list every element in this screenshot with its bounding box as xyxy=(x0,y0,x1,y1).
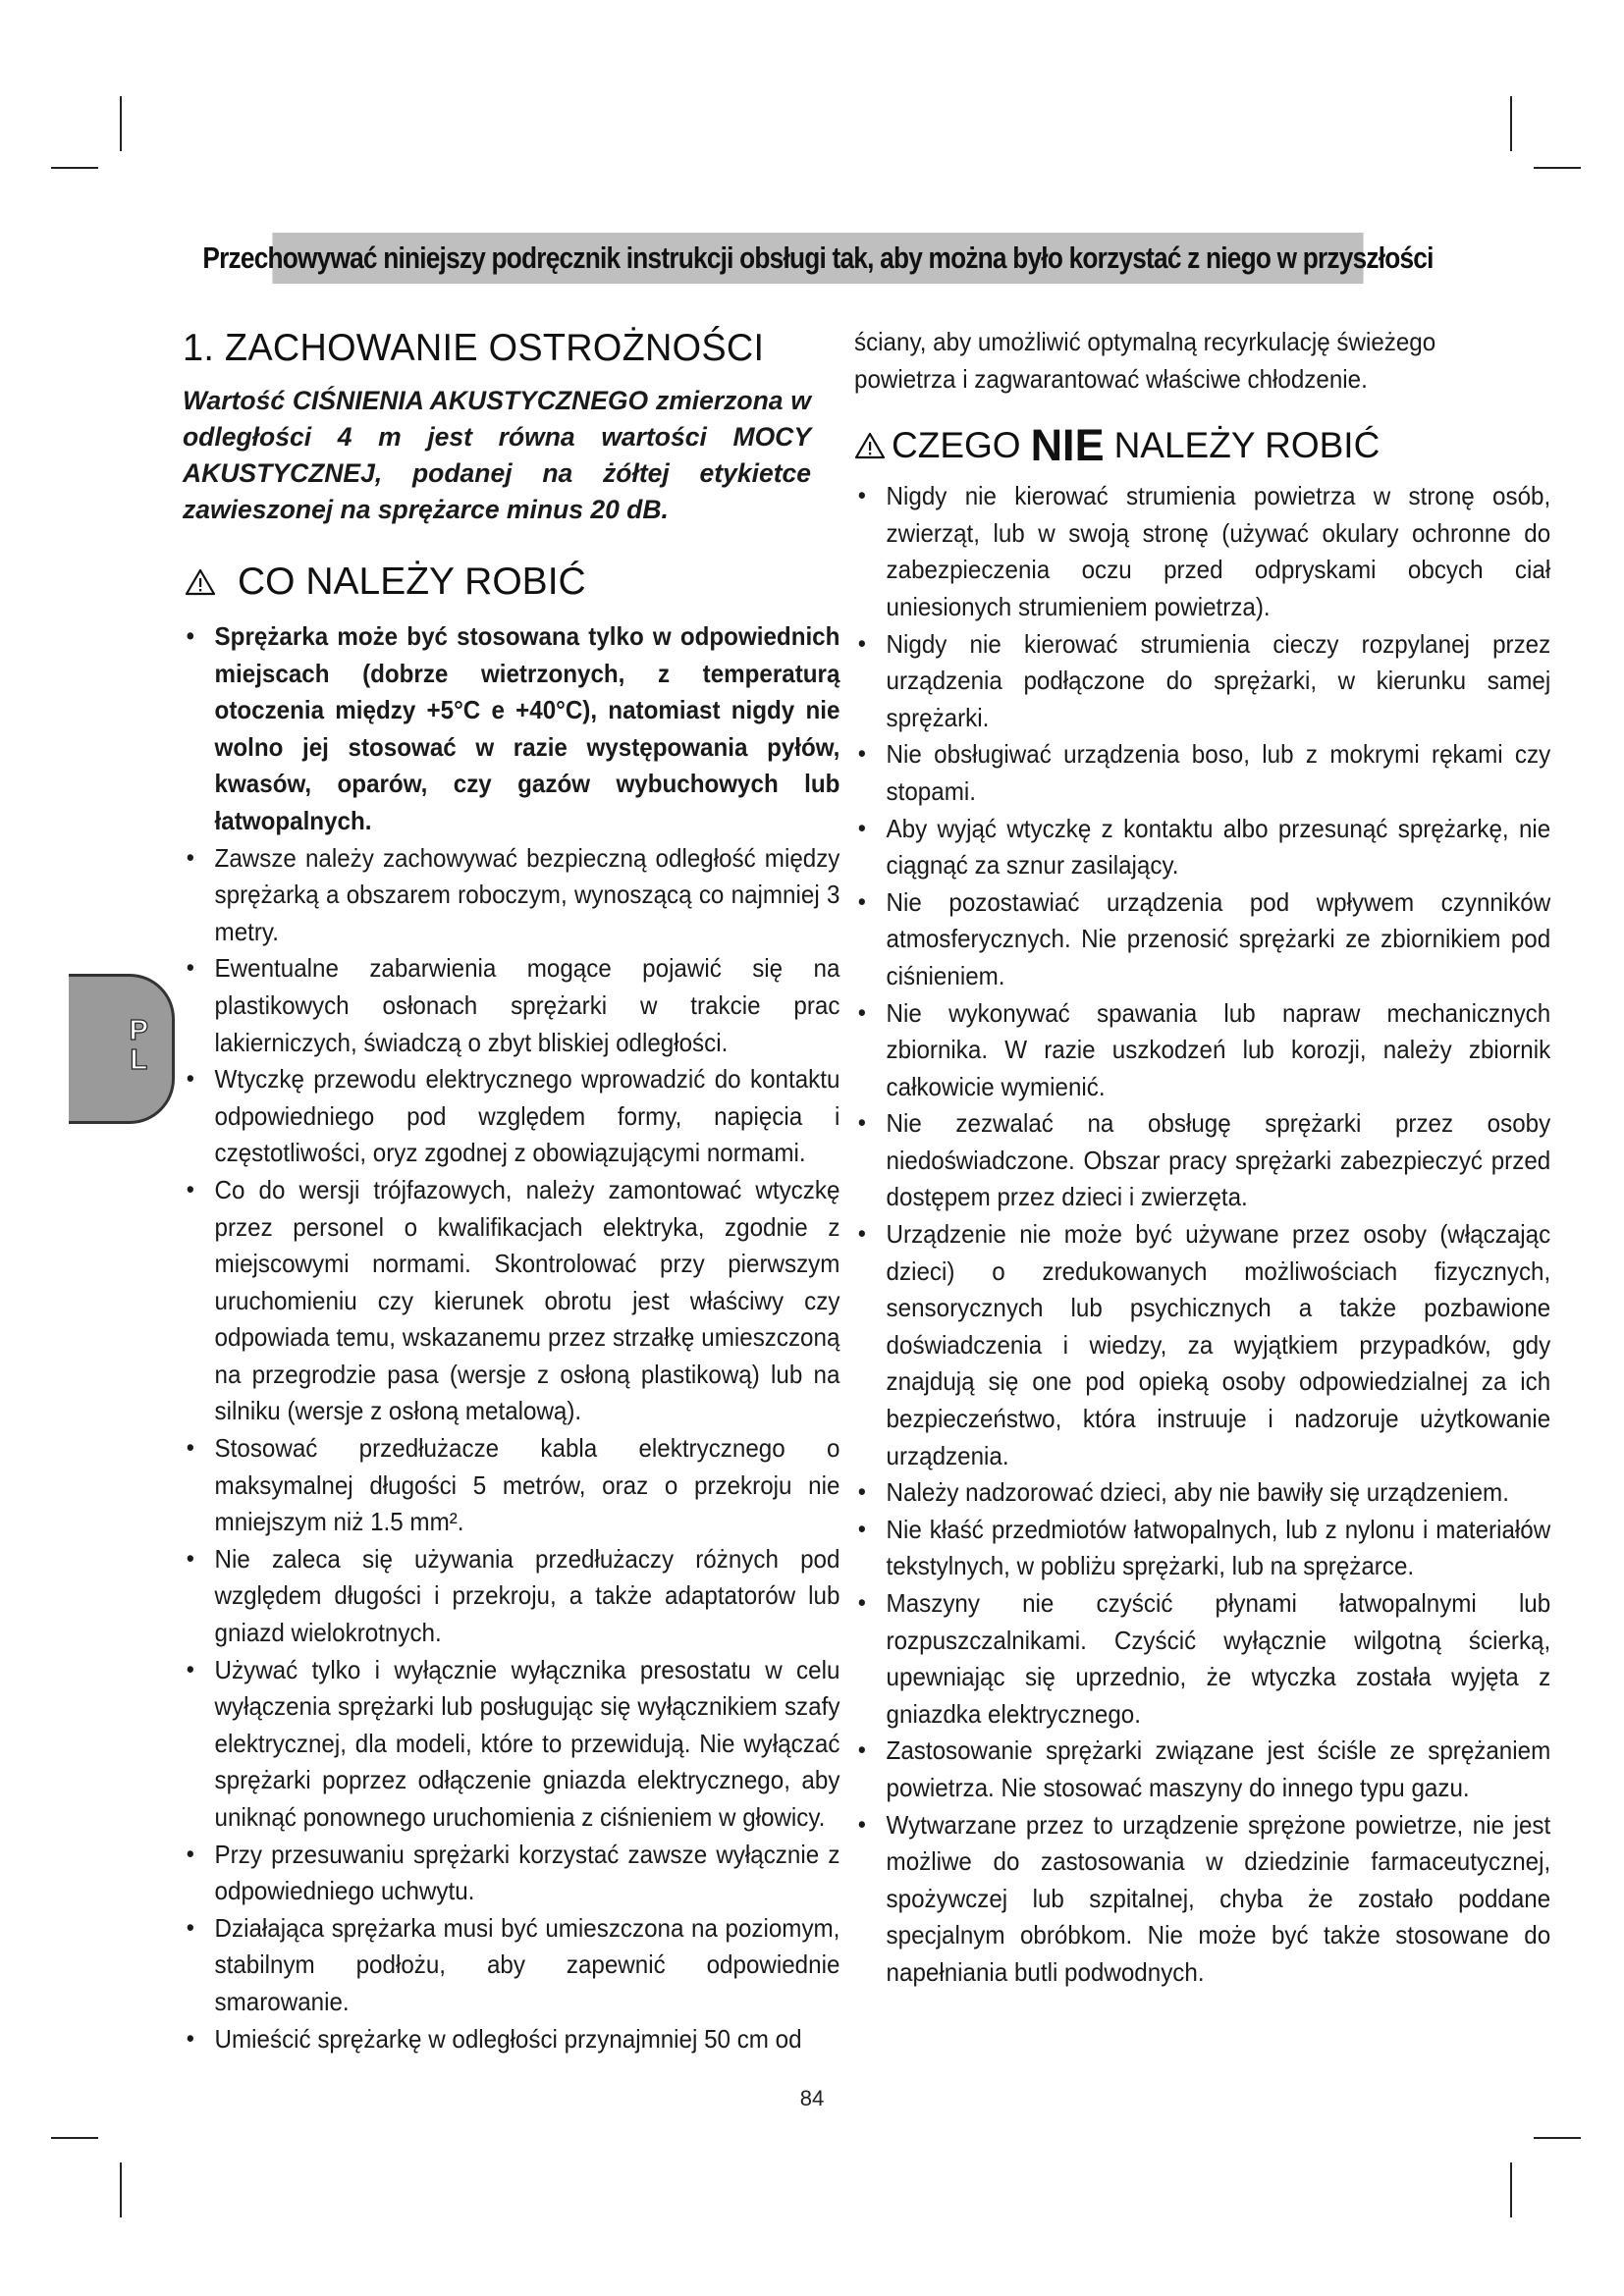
dont-list-item: • Zastosowanie sprężarki związane jest ściśle ze sprężaniem powietrza. Nie stosować maszyny do innego typu gazu. xyxy=(854,1733,1550,1806)
do-list-item: • Co do wersji trójfazowych, należy zamontować wtyczkę przez personel o kwalifikacjach elektryka, zgodnie z miejscowymi normami. Skontrolować przy pierwszym uruchomieniu czy kierunek obrotu jest właściwy czy odpowiada temu, wskazanemu przez strzałkę umieszczoną na przegrodzie pasa (wersje z osłoną plastikową) lub na silniku (wersje z osłoną metalową). xyxy=(183,1172,839,1430)
crop-mark xyxy=(1510,96,1512,151)
do-list-item: • Zawsze należy zachowywać bezpieczną odległość między sprężarką a obszarem roboczym, wynoszącą co najmniej 3 metry. xyxy=(183,840,839,951)
dont-list-item: • Maszyny nie czyścić płynami łatwopalnymi lub rozpuszczalnikami. Czyścić wyłącznie wilgotną ścierką, upewniając się uprzednio, że wtyczka została wyjęta z gniazdka elektrycznego. xyxy=(854,1585,1550,1733)
page-number: 84 xyxy=(799,2086,825,2110)
acoustic-intro: Wartość CIŚNIENIA AKUSTYCZNEGO zmierzona w odległości 4 m jest równa wartości MOCY AKUSTYCZNEJ, podanej na żółtej etykietce zawieszonej na sprężarce minus 20 dB. xyxy=(183,386,811,524)
crop-mark xyxy=(51,2137,98,2139)
dont-list-item: • Nigdy nie kierować strumienia powietrza w stronę osób, zwierząt, lub w swoją stronę (używać okulary ochronne do zabezpieczenia oczu przed odpryskami obcych ciał uniesionych strumieniem powietrza). xyxy=(854,478,1550,625)
do-list-item: • Wtyczkę przewodu elektrycznego wprowadzić do kontaktu odpowiedniego pod względem formy, napięcia i częstotliwości, oryz zgodnej z obowiązującymi normami. xyxy=(183,1061,839,1172)
dont-list-item: • Wytwarzane przez to urządzenie sprężone powietrze, nie jest możliwe do zastosowania w dziedzinie farmaceutycznej, spożywczej lub szpitalnej, chyba że zostało poddane specjalnym obróbkom. Nie może być także stosowane do napełniania butli podwodnych. xyxy=(854,1807,1550,1992)
language-tab xyxy=(69,974,175,1124)
crop-mark xyxy=(1534,2137,1581,2139)
crop-mark xyxy=(120,96,122,151)
do-list-item: • Działająca sprężarka musi być umieszczona na poziomym, stabilnym podłożu, aby zapewnić odpowiednie smarowanie. xyxy=(183,1910,839,2021)
dont-heading-emphasis: NIE xyxy=(1030,420,1105,471)
right-column xyxy=(854,324,1551,1992)
dont-list-item: • Nie pozostawiać urządzenia pod wpływem czynników atmosferycznych. Nie przenosić sprężarki ze zbiornikiem pod ciśnieniem. xyxy=(854,884,1550,995)
left-column xyxy=(183,324,840,2057)
do-list xyxy=(183,618,840,2057)
language-tab-letter: P xyxy=(129,1015,148,1046)
dont-list-item: • Nie zezwalać na obsługę sprężarki przez osoby niedoświadczone. Obszar pracy sprężarki zabezpieczyć przed dostępem przez dzieci i zwierzęta. xyxy=(854,1105,1550,1216)
dont-list-item: • Nigdy nie kierować strumienia cieczy rozpylanej przez urządzenia podłączone do sprężarki, w kierunku samej sprężarki. xyxy=(854,626,1550,737)
do-list-item: • Nie zaleca się używania przedłużaczy różnych pod względem długości i przekroju, a także adaptatorów lub gniazd wielokrotnych. xyxy=(183,1541,839,1652)
crop-mark xyxy=(120,2163,122,2217)
dont-list xyxy=(854,478,1551,1991)
warning-triangle-icon xyxy=(854,432,886,459)
language-tab-letter: L xyxy=(130,1044,148,1076)
do-list-item: • Sprężarka może być stosowana tylko w odpowiednich miejscach (dobrze wietrzonych, z temperaturą otoczenia między +5°C e +40°C), natomiast nigdy nie wolno jej stosować w razie występowania pyłów, kwasów, oparów, czy gazów wybuchowych lub łatwopalnych. xyxy=(183,618,839,840)
do-list-item: • Stosować przedłużacze kabla elektrycznego o maksymalnej długości 5 metrów, oraz o przekroju nie mniejszym niż 1.5 mm². xyxy=(183,1430,839,1541)
dont-list-item: • Nie wykonywać spawania lub napraw mechanicznych zbiornika. W razie uszkodzeń lub korozji, należy zbiornik całkowicie wymienić. xyxy=(854,995,1550,1106)
do-list-item: • Ewentualne zabarwienia mogące pojawić się na plastikowych osłonach sprężarki w trakcie prac lakierniczych, świadczą o zbyt bliskiej odległości. xyxy=(183,950,839,1061)
dont-list-item: • Nie kłaść przedmiotów łatwopalnych, lub z nylonu i materiałów tekstylnych, w pobliżu sprężarki, lub na sprężarce. xyxy=(854,1512,1550,1585)
crop-mark xyxy=(1510,2163,1512,2217)
do-heading xyxy=(185,558,811,607)
do-list-item: • Przy przesuwaniu sprężarki korzystać zawsze wyłącznie z odpowiedniego uchwytu. xyxy=(183,1837,839,1910)
dont-heading-suffix: NALEŻY ROBIĆ xyxy=(1113,425,1380,466)
do-heading-text: CO NALEŻY ROBIĆ xyxy=(238,561,586,603)
dont-heading xyxy=(854,421,1522,470)
dont-list-item: • Aby wyjąć wtyczkę z kontaktu albo przesunąć sprężarkę, nie ciągnąć za sznur zasilający. xyxy=(854,811,1550,884)
section-title: 1. ZACHOWANIE OSTROŻNOŚCI xyxy=(183,327,765,369)
continuation-text: ściany, aby umożliwić optymalną recyrkulację świeżego powietrza i zagwarantować właściwe chłodzenie. xyxy=(854,327,1436,394)
dont-list-item: • Nie obsługiwać urządzenia boso, lub z mokrymi rękami czy stopami. xyxy=(854,736,1550,810)
dont-heading-prefix: CZEGO xyxy=(892,425,1021,466)
crop-mark xyxy=(51,167,98,169)
dont-list-item: • Urządzenie nie może być używane przez osoby (włączając dzieci) o zredukowanych możliwościach fizycznych, sensorycznych lub psychicznych a także pozbawione doświadczenia i wiedzy, za wyjątkiem przypadków, gdy znajdują się one pod opieką osoby odpowiedzialnej za ich bezpieczeństwo, która instruuje i nadzoruje użytkowanie urządzenia. xyxy=(854,1216,1550,1474)
dont-list-item: • Należy nadzorować dzieci, aby nie bawiły się urządzeniem. xyxy=(854,1474,1550,1512)
warning-triangle-icon xyxy=(185,568,216,596)
do-list-item: • Umieścić sprężarkę w odległości przynajmniej 50 cm od xyxy=(183,2021,839,2058)
header-banner: Przechowywać niniejszy podręcznik instrukcji obsługi tak, aby można było korzystać z niego w przyszłości xyxy=(272,233,1363,284)
do-list-item: • Używać tylko i wyłącznie wyłącznika presostatu w celu wyłączenia sprężarki lub posługując się wyłącznikiem szafy elektrycznej, dla modeli, które to przewidują. Nie wyłączać sprężarki poprzez odłączenie gniazda elektrycznego, aby uniknąć ponownego uruchomienia z ciśnieniem w głowicy. xyxy=(183,1652,839,1837)
crop-mark xyxy=(1534,167,1581,169)
